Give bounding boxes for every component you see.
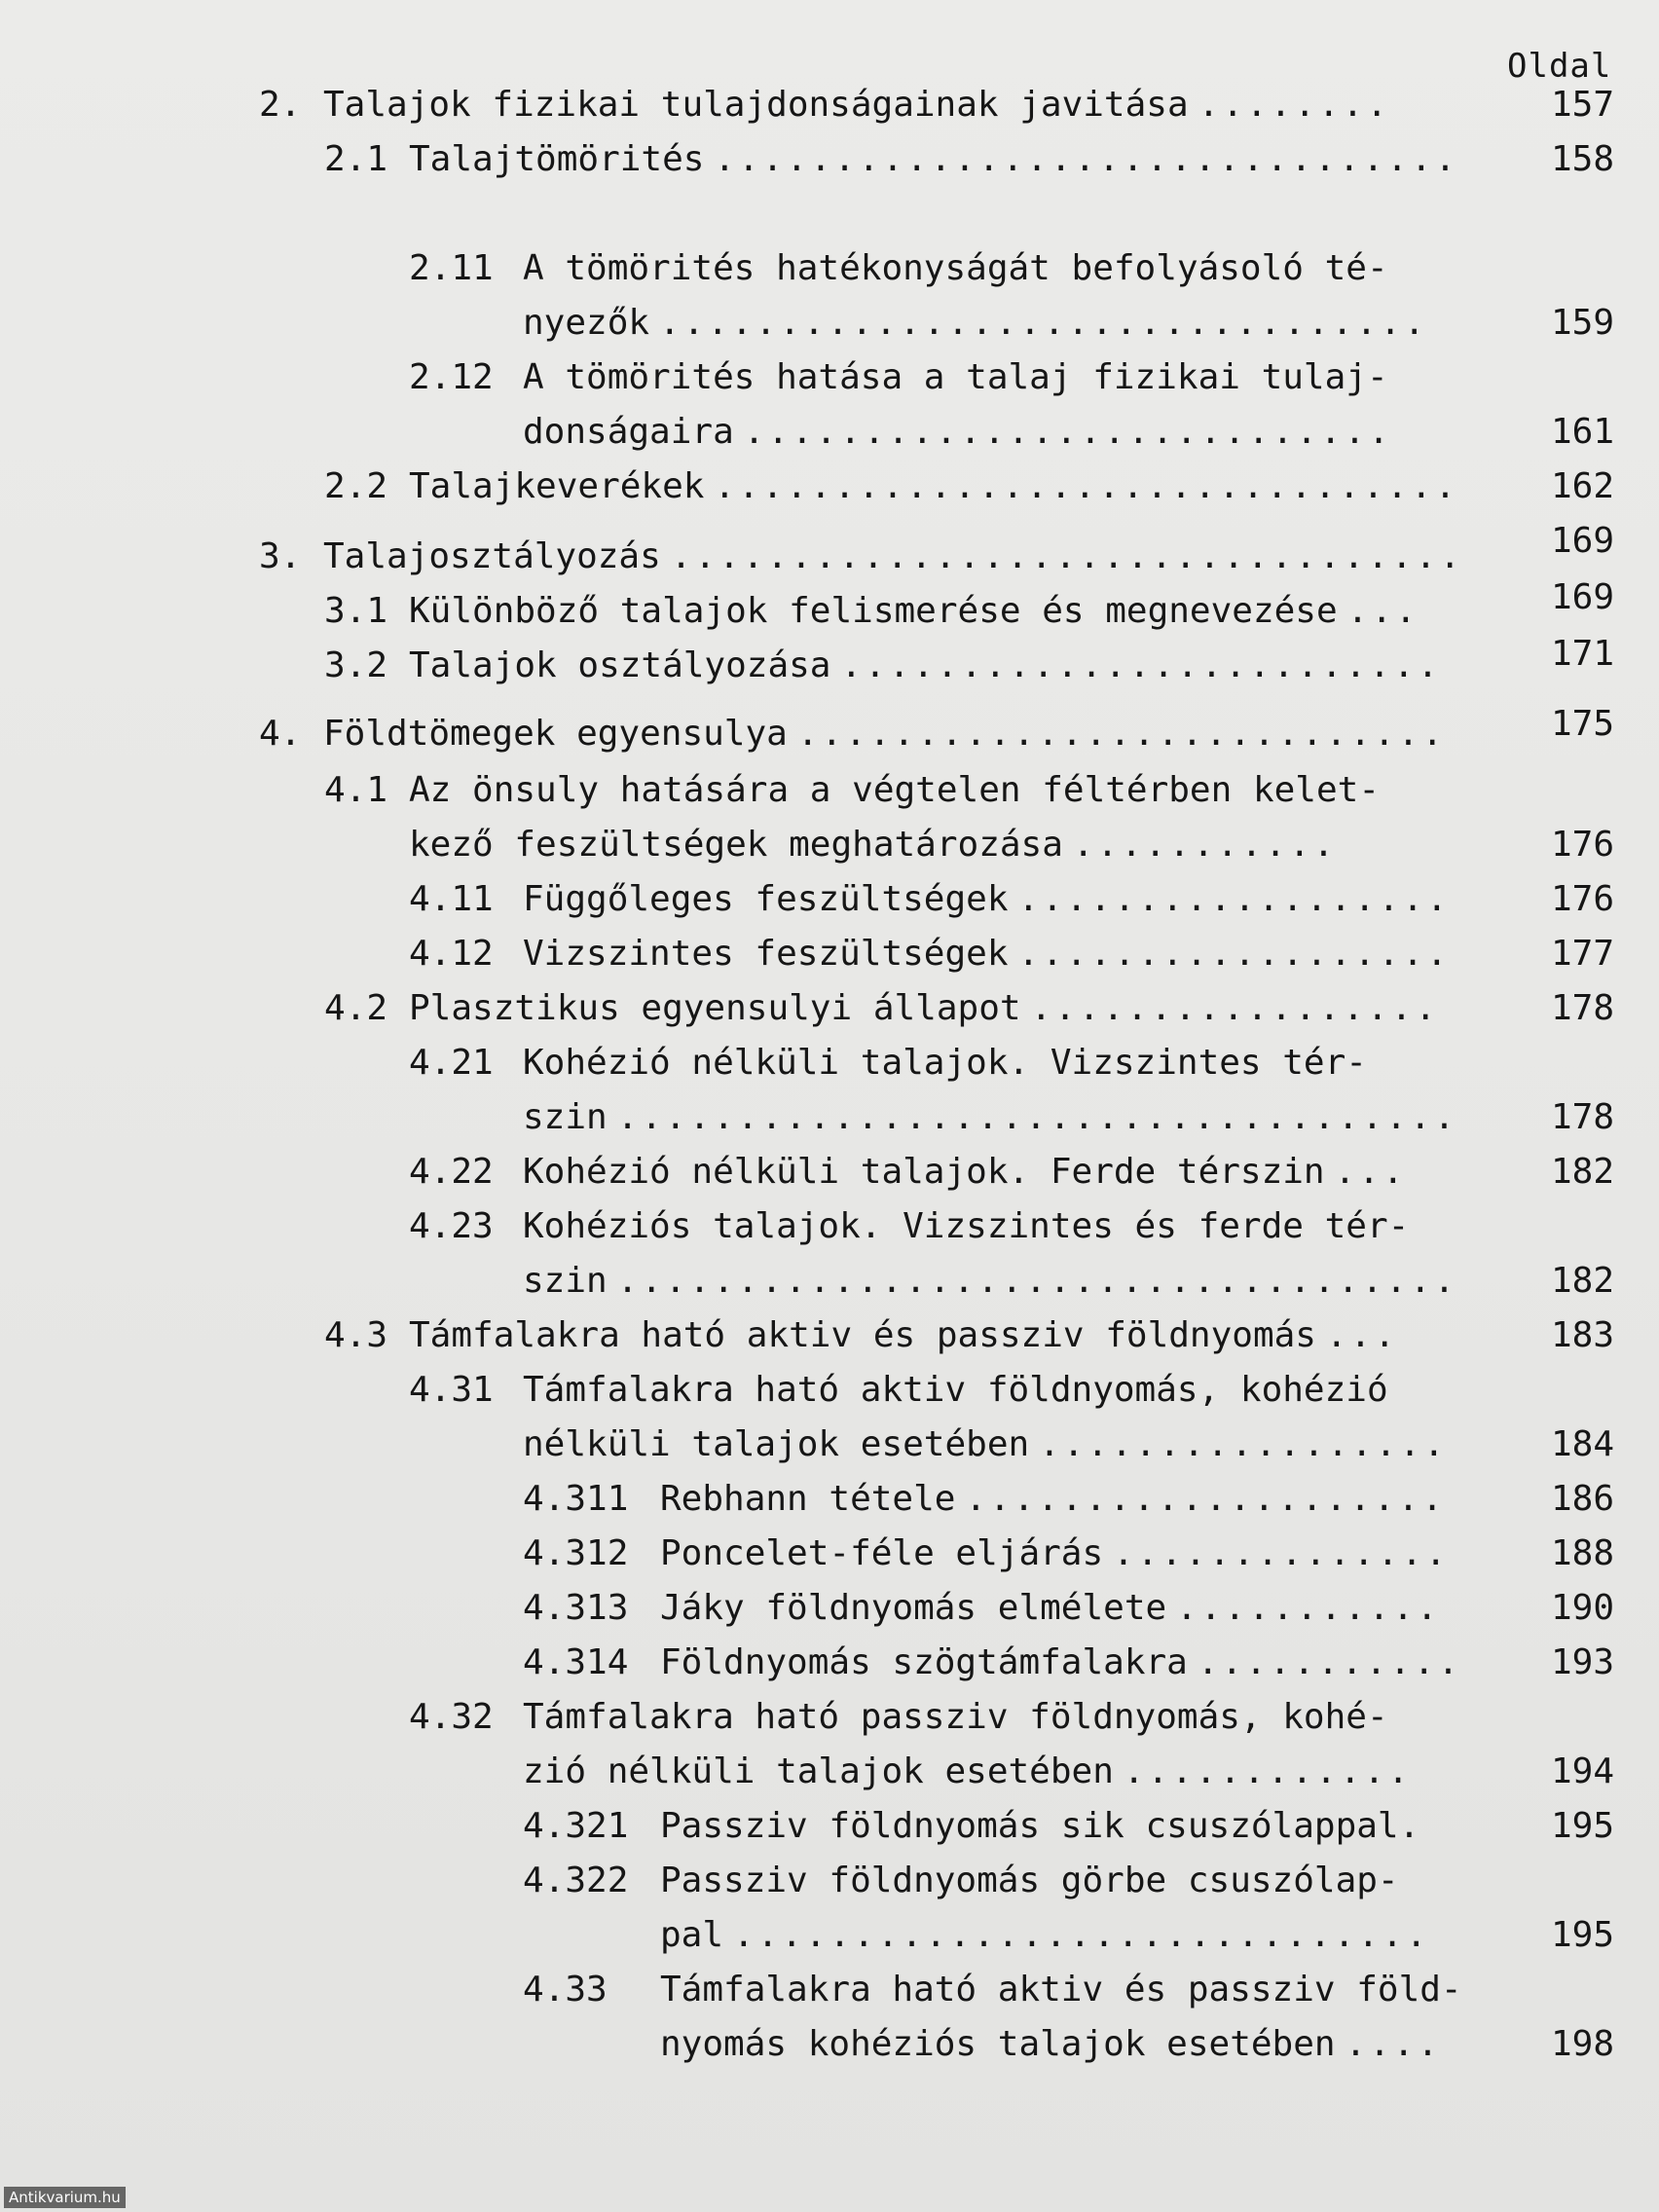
toc-entry-page: 169 xyxy=(1550,577,1614,617)
toc-entry-title: A tömörités hatása a talaj fizikai tulaj- xyxy=(523,357,1388,397)
toc-entry-title: donságaira xyxy=(523,412,734,452)
toc-entry xyxy=(0,136,1659,195)
toc-entry-leader: ................................... xyxy=(616,1097,1458,1137)
toc-entry-number: 4.23 xyxy=(409,1206,494,1246)
toc-entry-page: 195 xyxy=(1550,1915,1614,1955)
toc-entry xyxy=(0,1149,1659,1207)
toc-entry-title: Rebhann tétele xyxy=(660,1479,956,1519)
toc-entry-title: Földnyomás szögtámfalakra xyxy=(660,1642,1188,1682)
toc-entry-title: Talajkeverékek xyxy=(409,466,705,506)
toc-entry-leader: ........................... xyxy=(796,714,1447,754)
toc-entry-page: 159 xyxy=(1550,303,1614,343)
toc-entry-leader: ............................. xyxy=(733,1915,1430,1955)
toc-entry-number: 4.22 xyxy=(409,1152,494,1192)
toc-entry-title: Támfalakra ható aktiv földnyomás, kohézió xyxy=(523,1370,1388,1410)
toc-entry-leader: ................. xyxy=(1039,1424,1448,1464)
toc-entry-leader: ................................. xyxy=(670,536,1464,576)
toc-entry xyxy=(0,876,1659,935)
toc-entry-title: Különböző talajok felismerése és megnevezése xyxy=(409,591,1338,631)
watermark: Antikvarium.hu xyxy=(4,2187,126,2208)
toc-entry-page: 184 xyxy=(1550,1424,1614,1464)
toc-entry xyxy=(0,1476,1659,1534)
toc-entry xyxy=(0,1749,1659,1807)
toc-entry-number: 4.31 xyxy=(409,1370,494,1410)
toc-entry-title: nyezők xyxy=(523,303,650,343)
toc-entry-page: 177 xyxy=(1550,934,1614,974)
toc-entry xyxy=(0,1040,1659,1098)
toc-entry-page: 194 xyxy=(1550,1751,1614,1791)
toc-entry-number: 4.11 xyxy=(409,879,494,919)
toc-entry-leader: .... xyxy=(1345,2024,1442,2064)
toc-entry-leader: ............ xyxy=(1123,1751,1412,1791)
toc-entry xyxy=(0,300,1659,358)
toc-entry-number: 2.11 xyxy=(409,248,494,288)
toc-entry-title: szin xyxy=(523,1261,608,1301)
toc-entry-title: Függőleges feszültségek xyxy=(523,879,1009,919)
toc-entry xyxy=(0,1203,1659,1262)
toc-entry-leader: ........ xyxy=(1198,85,1391,125)
toc-entry-title: Passziv földnyomás görbe csuszólap- xyxy=(660,1861,1399,1900)
toc-entry-title: Poncelet-féle eljárás xyxy=(660,1533,1104,1573)
toc-entry-leader: ........... xyxy=(1072,825,1338,865)
toc-entry-title: Támfalakra ható aktiv és passziv föld- xyxy=(660,1970,1462,2009)
toc-entry-title: Vizszintes feszültségek xyxy=(523,934,1009,974)
toc-entry xyxy=(0,2021,1659,2080)
toc-entry-page: 176 xyxy=(1550,825,1614,865)
toc-entry-leader: .............. xyxy=(1113,1533,1450,1573)
toc-entry-number: 2.12 xyxy=(409,357,494,397)
toc-entry-title: Talajok osztályozása xyxy=(409,645,831,685)
toc-entry-title: nyomás kohéziós talajok esetében xyxy=(660,2024,1336,2064)
toc-entry xyxy=(0,1912,1659,1971)
toc-entry-title: Passziv földnyomás sik csuszólappal. xyxy=(660,1806,1420,1846)
toc-entry xyxy=(0,1640,1659,1698)
toc-entry-title: Kohéziós talajok. Vizszintes és ferde tér- xyxy=(523,1206,1410,1246)
toc-entry-number: 4.1 xyxy=(324,770,388,810)
toc-entry xyxy=(0,1694,1659,1752)
toc-entry-leader: ........................... xyxy=(743,412,1392,452)
toc-entry-page: 198 xyxy=(1550,2024,1614,2064)
toc-entry xyxy=(0,82,1659,140)
toc-entry xyxy=(0,711,1659,769)
toc-entry-number: 4.313 xyxy=(523,1588,629,1628)
toc-entry xyxy=(0,1312,1659,1371)
toc-entry xyxy=(0,1803,1659,1862)
toc-entry-title: Kohézió nélküli talajok. Vizszintes tér- xyxy=(523,1043,1367,1083)
toc-entry-title: Az önsuly hatására a végtelen féltérben kelet- xyxy=(409,770,1380,810)
toc-entry-page: 190 xyxy=(1550,1588,1614,1628)
toc-entry-page: 176 xyxy=(1550,879,1614,919)
toc-entry-page: 161 xyxy=(1550,412,1614,452)
toc-entry-leader: ................. xyxy=(1030,988,1440,1028)
toc-entry-page: 169 xyxy=(1550,521,1614,561)
toc-entry xyxy=(0,985,1659,1044)
toc-entry-page: 193 xyxy=(1550,1642,1614,1682)
toc-entry-page: 186 xyxy=(1550,1479,1614,1519)
toc-entry-page: 171 xyxy=(1550,634,1614,674)
toc-entry-number: 2.2 xyxy=(324,466,388,506)
toc-entry-number: 4.12 xyxy=(409,934,494,974)
toc-entry xyxy=(0,1367,1659,1425)
toc-entry-number: 4.33 xyxy=(523,1970,608,2009)
toc-entry xyxy=(0,463,1659,522)
toc-entry-leader: ........... xyxy=(1176,1588,1441,1628)
toc-entry-title: pal xyxy=(660,1915,724,1955)
toc-entry-number: 4.321 xyxy=(523,1806,629,1846)
toc-entry-number: 4. xyxy=(259,714,302,754)
toc-entry xyxy=(0,1530,1659,1589)
toc-entry-page: 175 xyxy=(1550,704,1614,744)
toc-entry xyxy=(0,409,1659,467)
toc-entry-leader: ............................... xyxy=(714,466,1459,506)
toc-entry-page: 157 xyxy=(1550,85,1614,125)
toc-entry-number: 2. xyxy=(259,85,302,125)
toc-entry-leader: ................................... xyxy=(616,1261,1458,1301)
toc-entry-page: 162 xyxy=(1550,466,1614,506)
toc-entry-number: 4.21 xyxy=(409,1043,494,1083)
toc-entry-title: Támfalakra ható passziv földnyomás, kohé- xyxy=(523,1697,1388,1737)
toc-entry-leader: ........... xyxy=(1197,1642,1462,1682)
toc-entry-number: 4.312 xyxy=(523,1533,629,1573)
toc-entry-page: 178 xyxy=(1550,1097,1614,1137)
toc-entry-title: Talajtömörités xyxy=(409,139,705,179)
toc-entry xyxy=(0,643,1659,701)
toc-entry-number: 2.1 xyxy=(324,139,388,179)
toc-entry-leader: ................................ xyxy=(659,303,1428,343)
toc-entry xyxy=(0,1421,1659,1480)
toc-entry-title: zió nélküli talajok esetében xyxy=(523,1751,1114,1791)
toc-entry-number: 4.314 xyxy=(523,1642,629,1682)
toc-entry-page: 183 xyxy=(1550,1315,1614,1355)
toc-entry-title: A tömörités hatékonyságát befolyásoló té- xyxy=(523,248,1388,288)
toc-entry-page: 195 xyxy=(1550,1806,1614,1846)
toc-entry xyxy=(0,1585,1659,1643)
toc-entry-page: 178 xyxy=(1550,988,1614,1028)
toc-entry-leader: ......................... xyxy=(840,645,1442,685)
toc-entry-title: kező feszültségek meghatározása xyxy=(409,825,1063,865)
toc-entry-page: 188 xyxy=(1550,1533,1614,1573)
toc-entry-leader: ... xyxy=(1346,591,1419,631)
toc-entry xyxy=(0,767,1659,826)
toc-entry-number: 4.3 xyxy=(324,1315,388,1355)
toc-entry-title: Földtömegek egyensulya xyxy=(323,714,788,754)
page-column-header: Oldal xyxy=(1507,47,1612,86)
toc-entry-title: Kohézió nélküli talajok. Ferde térszin xyxy=(523,1152,1325,1192)
toc-entry-title: Plasztikus egyensulyi állapot xyxy=(409,988,1021,1028)
toc-entry-number: 3.2 xyxy=(324,645,388,685)
toc-entry-title: szin xyxy=(523,1097,608,1137)
toc-entry-leader: .................. xyxy=(1017,879,1451,919)
toc-entry-leader: ... xyxy=(1334,1152,1407,1192)
toc-entry-number: 4.2 xyxy=(324,988,388,1028)
toc-entry xyxy=(0,354,1659,413)
toc-entry xyxy=(0,1858,1659,1916)
toc-entry-title: Talajosztályozás xyxy=(323,536,661,576)
toc-entry-leader: ............................... xyxy=(714,139,1459,179)
toc-entry xyxy=(0,822,1659,880)
toc-entry-number: 4.311 xyxy=(523,1479,629,1519)
toc-entry-leader: .................... xyxy=(965,1479,1446,1519)
toc-entry-number: 4.32 xyxy=(409,1697,494,1737)
toc-entry-leader: .................. xyxy=(1017,934,1451,974)
toc-entry-page: 158 xyxy=(1550,139,1614,179)
toc-entry-leader: ... xyxy=(1325,1315,1399,1355)
toc-entry-title: Jáky földnyomás elmélete xyxy=(660,1588,1167,1628)
toc-entry-title: Támfalakra ható aktiv és passziv földnyomás xyxy=(409,1315,1316,1355)
toc-entry-page: 182 xyxy=(1550,1152,1614,1192)
toc-entry xyxy=(0,1258,1659,1316)
toc-entry-number: 4.322 xyxy=(523,1861,629,1900)
toc-entry-title: nélküli talajok esetében xyxy=(523,1424,1030,1464)
toc-entry-page: 182 xyxy=(1550,1261,1614,1301)
toc-entry xyxy=(0,1094,1659,1153)
toc-entry-title: Talajok fizikai tulajdonságainak javitása xyxy=(323,85,1189,125)
toc-entry xyxy=(0,1967,1659,2025)
toc-entry xyxy=(0,931,1659,989)
toc-entry-number: 3.1 xyxy=(324,591,388,631)
toc-entry xyxy=(0,245,1659,304)
toc-entry-number: 3. xyxy=(259,536,302,576)
